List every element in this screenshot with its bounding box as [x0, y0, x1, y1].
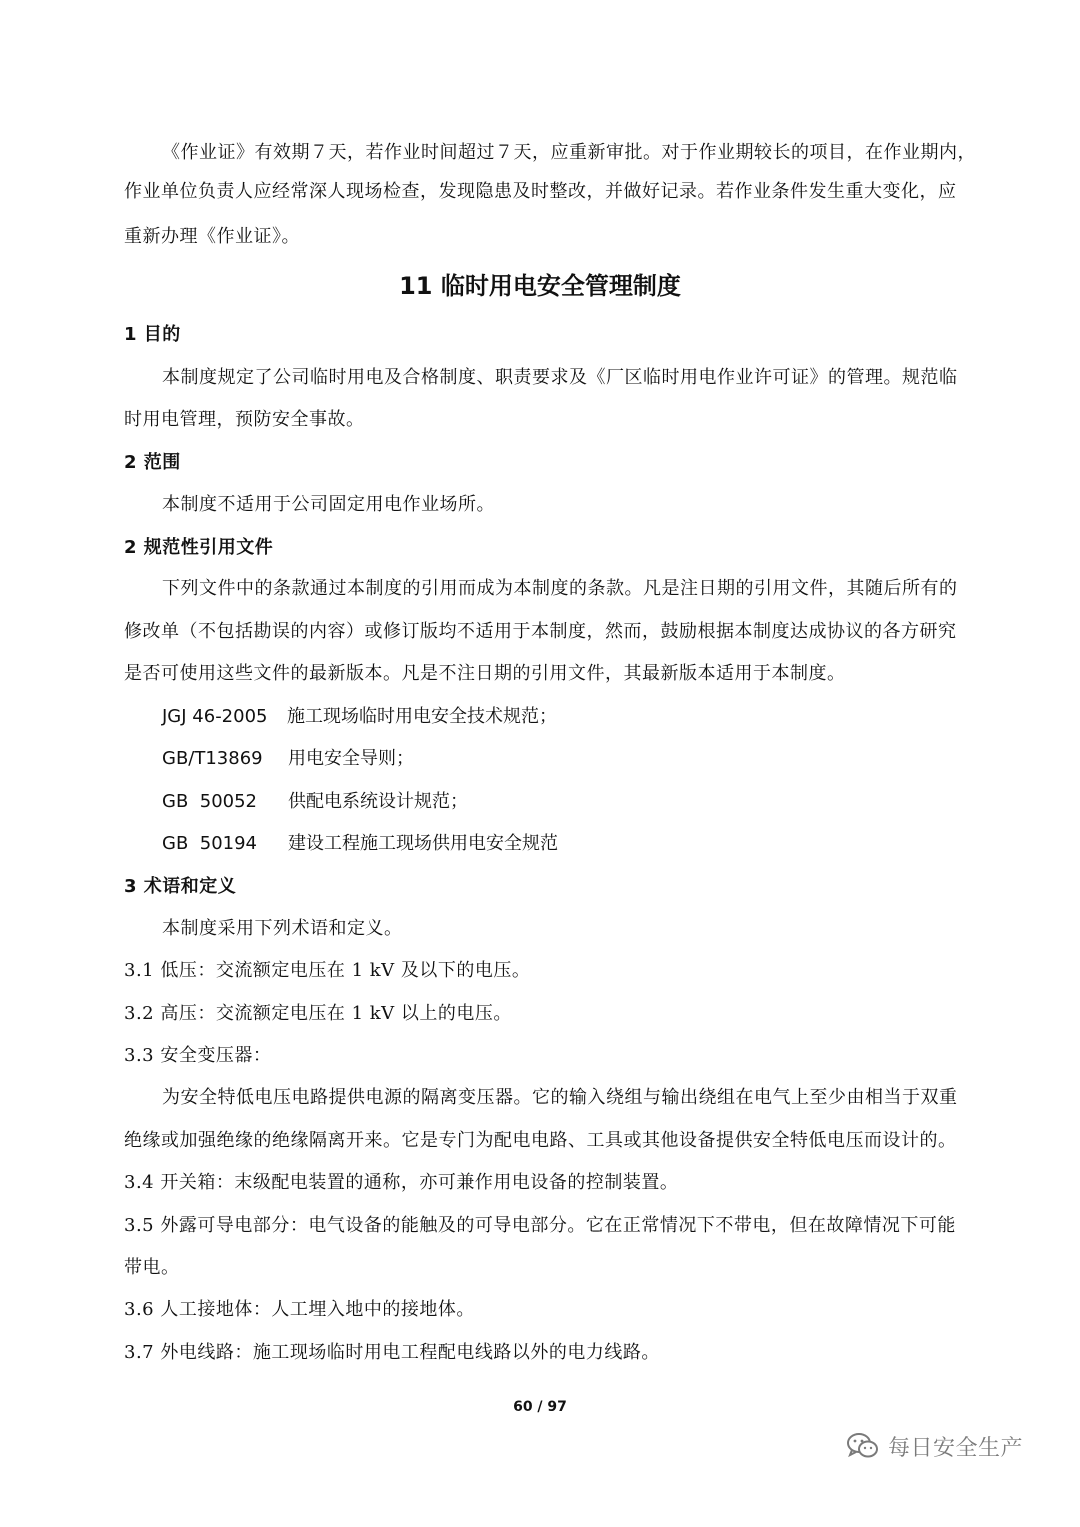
refs-line-3: 是否可使用这些文件的最新版本。凡是不注日期的引用文件，其最新版本适用于本制度。	[124, 663, 846, 684]
intro-line-3: 重新办理《作业证》。	[124, 226, 300, 247]
watermark-text: 每日安全生产	[888, 1435, 1024, 1461]
term-3-3-line-1: 为安全特低电压电路提供电源的隔离变压器。它的输入绕组与输出绕组在电气上至少由相当于双重	[162, 1087, 958, 1108]
terms-intro: 本制度采用下列术语和定义。	[162, 918, 403, 939]
reference-title: 供配电系统设计规范；	[288, 791, 468, 812]
intro-line-2: 作业单位负责人应经常深人现场检查，发现隐患及时整改，并做好记录。若作业条件发生重大变化，应	[124, 181, 957, 202]
wechat-icon	[846, 1431, 880, 1461]
reference-code: GB 50052	[162, 791, 258, 812]
refs-line-1: 下列文件中的条款通过本制度的引用而成为本制度的条款。凡是注日期的引用文件，其随后所有的	[162, 578, 958, 599]
reference-title: 用电安全导则；	[288, 748, 414, 769]
heading-scope: 2 范围	[124, 452, 181, 473]
term-3-6: 3.6 人工接地体：人工埋入地中的接地体。	[124, 1299, 475, 1320]
heading-purpose: 1 目的	[124, 324, 181, 345]
heading-references: 2 规范性引用文件	[124, 537, 274, 558]
purpose-line-2: 时用电管理，预防安全事故。	[124, 409, 365, 430]
term-3-2: 3.2 高压：交流额定电压在 1 kV 以上的电压。	[124, 1003, 512, 1024]
refs-line-2: 修改单（不包括勘误的内容）或修订版均不适用于本制度，然而，鼓励根据本制度达成协议的各方研究	[124, 621, 957, 642]
reference-title: 建设工程施工现场供用电安全规范	[288, 833, 558, 854]
intro-line-1: 《作业证》有效期７天，若作业时间超过７天，应重新审批。对于作业期较长的项目，在作业期内，	[162, 142, 976, 163]
page-number: 60 / 97	[513, 1399, 567, 1415]
scope-line-1: 本制度不适用于公司固定用电作业场所。	[162, 494, 495, 515]
term-3-5-line-2: 带电。	[124, 1257, 180, 1278]
term-3-3-line-2: 绝缘或加强绝缘的绝缘隔离开来。它是专门为配电电路、工具或其他设备提供安全特低电压而设计的。	[124, 1130, 957, 1151]
section-title: 11 临时用电安全管理制度	[399, 272, 681, 300]
term-3-3: 3.3 安全变压器：	[124, 1045, 272, 1066]
purpose-line-1: 本制度规定了公司临时用电及合格制度、职责要求及《厂区临时用电作业许可证》的管理。规范临	[162, 367, 958, 388]
term-3-1: 3.1 低压：交流额定电压在 1 kV 及以下的电压。	[124, 960, 531, 981]
reference-code: JGJ 46-2005	[162, 706, 268, 727]
reference-code: GB 50194	[162, 833, 258, 854]
term-3-5-line-1: 3.5 外露可导电部分：电气设备的能触及的可导电部分。它在正常情况下不带电，但在故障情况下可能	[124, 1215, 956, 1236]
reference-title: 施工现场临时用电安全技术规范；	[287, 706, 557, 727]
watermark	[846, 1428, 1023, 1464]
reference-code: GB/T13869	[162, 748, 263, 769]
term-3-7: 3.7 外电线路：施工现场临时用电工程配电线路以外的电力线路。	[124, 1342, 660, 1363]
heading-terms: 3 术语和定义	[124, 876, 237, 897]
term-3-4: 3.4 开关箱：末级配电装置的通称，亦可兼作用电设备的控制装置。	[124, 1172, 679, 1193]
